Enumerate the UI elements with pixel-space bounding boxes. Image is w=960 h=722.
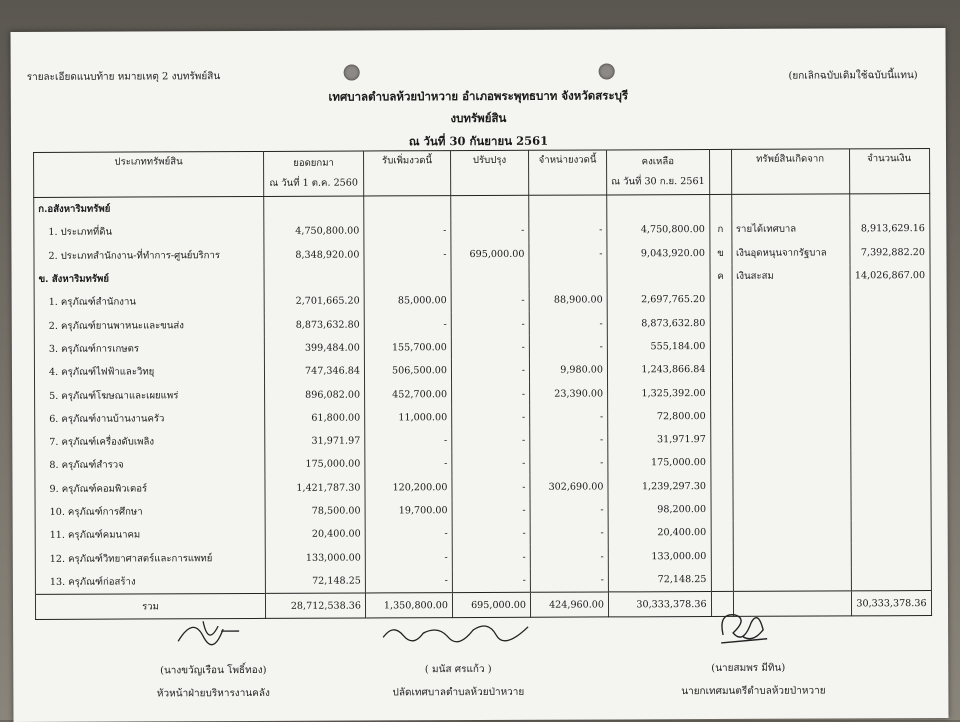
row-code bbox=[710, 381, 732, 404]
row-adjust bbox=[451, 195, 529, 219]
row-opening: 4,750,800.00 bbox=[264, 220, 364, 244]
row-label: 4. ครุภัณฑ์ไฟฟ้าและวิทยุ bbox=[34, 360, 264, 384]
signature-3-name: (นายสมพร มีทิน) bbox=[711, 662, 786, 674]
col-header-adjust: ปรับปรุง bbox=[451, 150, 529, 195]
row-disposed: - bbox=[529, 219, 607, 243]
row-added: 506,500.00 bbox=[364, 359, 451, 383]
row-label: 8. ครุภัณฑ์สำรวจ bbox=[35, 453, 265, 477]
row-label: 13. ครุภัณฑ์ก่อสร้าง bbox=[35, 570, 265, 595]
row-label: 5. ครุภัณฑ์โฆษณาและเผยแพร่ bbox=[35, 383, 265, 407]
row-source bbox=[733, 544, 851, 568]
row-added bbox=[364, 266, 451, 290]
row-added: 452,700.00 bbox=[365, 382, 452, 406]
row-adjust bbox=[451, 266, 529, 290]
signature-1-name: (นางขวัญเรือน โพธิ์ทอง) bbox=[160, 664, 267, 677]
col-header-added: รับเพิ่มงวดนี้ bbox=[364, 151, 451, 196]
row-closing: 1,239,297.30 bbox=[608, 475, 711, 499]
row-added: - bbox=[364, 313, 451, 337]
total-amount: 30,333,378.36 bbox=[851, 591, 931, 616]
row-added: - bbox=[365, 429, 452, 453]
row-amount bbox=[850, 404, 930, 428]
row-adjust: - bbox=[452, 569, 530, 593]
row-label: 2. ประเภทสำนักงาน-ที่ทำการ-ศูนย์บริการ bbox=[34, 244, 264, 268]
row-adjust: - bbox=[452, 545, 530, 569]
row-added: - bbox=[365, 569, 452, 593]
row-code bbox=[710, 358, 732, 381]
row-opening: 8,348,920.00 bbox=[264, 243, 364, 267]
row-label: ก.อสังหาริมทรัพย์ bbox=[34, 196, 264, 221]
row-disposed bbox=[529, 195, 607, 219]
row-label: 2. ครุภัณฑ์ยานพาหนะและขนส่ง bbox=[34, 313, 264, 337]
row-disposed: - bbox=[530, 568, 608, 592]
punch-hole bbox=[599, 63, 615, 79]
row-source bbox=[732, 357, 850, 381]
row-added: 19,700.00 bbox=[365, 499, 452, 523]
col-header-code bbox=[709, 149, 731, 194]
col-header-amount: จำนวนเงิน bbox=[849, 149, 929, 194]
row-adjust: - bbox=[452, 382, 530, 406]
row-label: 3. ครุภัณฑ์การเกษตร bbox=[34, 337, 264, 361]
row-amount bbox=[850, 357, 930, 381]
row-closing: 98,200.00 bbox=[608, 498, 711, 522]
row-added: - bbox=[364, 219, 451, 243]
row-amount: 7,392,882.20 bbox=[849, 241, 929, 265]
row-added: 155,700.00 bbox=[364, 336, 451, 360]
row-added: - bbox=[365, 546, 452, 570]
header-note-right: (ยกเลิกฉบับเดิมใช้ฉบับนี้แทน) bbox=[788, 70, 918, 82]
row-closing: 175,000.00 bbox=[608, 451, 711, 475]
row-disposed: - bbox=[530, 405, 608, 429]
row-adjust: 695,000.00 bbox=[451, 242, 529, 266]
row-label: 1. ประเภทที่ดิน bbox=[34, 220, 264, 244]
total-added: 1,350,800.00 bbox=[365, 593, 452, 618]
signature-3-position: นายกเทศมนตรีตำบลห้วยป่าหวาย bbox=[681, 685, 826, 698]
row-closing bbox=[607, 194, 710, 218]
punch-hole bbox=[344, 65, 360, 81]
col-header-closing-b: ณ วันที่ 30 ก.ย. 2561 bbox=[611, 176, 705, 188]
row-code bbox=[709, 194, 731, 218]
row-opening: 61,800.00 bbox=[265, 406, 365, 430]
row-source bbox=[732, 474, 850, 498]
row-opening: 1,421,787.30 bbox=[265, 476, 365, 500]
row-closing: 72,800.00 bbox=[608, 405, 711, 429]
row-closing: 20,400.00 bbox=[608, 521, 711, 545]
row-amount bbox=[850, 450, 930, 474]
row-amount bbox=[850, 380, 930, 404]
row-added: - bbox=[365, 522, 452, 546]
row-code bbox=[711, 568, 733, 592]
row-adjust: - bbox=[452, 452, 530, 476]
row-closing: 72,148.25 bbox=[608, 568, 711, 592]
row-opening: 78,500.00 bbox=[265, 499, 365, 523]
row-closing: 555,184.00 bbox=[607, 335, 710, 359]
row-amount bbox=[849, 194, 929, 218]
row-disposed: 23,390.00 bbox=[530, 382, 608, 406]
row-code: ก bbox=[709, 218, 731, 241]
col-header-disposed: จำหน่ายงวดนี้ bbox=[529, 150, 607, 195]
header-note-left: รายละเอียดแนบท้าย หมายเหตุ 2 งบทรัพย์สิน bbox=[26, 71, 221, 83]
row-code bbox=[710, 405, 732, 428]
total-disposed: 424,960.00 bbox=[530, 592, 608, 617]
row-source bbox=[733, 567, 851, 591]
row-source: เงินอุดหนุนจากรัฐบาล bbox=[731, 241, 849, 265]
total-adjust: 695,000.00 bbox=[452, 592, 530, 617]
row-code bbox=[710, 288, 732, 311]
row-added: - bbox=[364, 243, 451, 267]
document-page bbox=[10, 28, 948, 722]
row-amount: 8,913,629.16 bbox=[849, 217, 929, 241]
row-amount bbox=[850, 311, 930, 335]
row-label: 7. ครุภัณฑ์เครื่องดับเพลิง bbox=[35, 430, 265, 454]
row-opening bbox=[264, 266, 364, 290]
row-disposed: - bbox=[530, 522, 608, 546]
asset-table bbox=[33, 148, 932, 620]
row-closing bbox=[607, 265, 710, 289]
signature-2-scribble bbox=[378, 615, 538, 651]
row-source bbox=[732, 451, 850, 475]
row-opening: 747,346.84 bbox=[264, 360, 364, 384]
row-code bbox=[710, 428, 732, 451]
row-adjust: - bbox=[452, 475, 530, 499]
row-closing: 9,043,920.00 bbox=[607, 242, 710, 266]
total-opening: 28,712,538.36 bbox=[265, 593, 365, 618]
row-code: ค bbox=[710, 265, 732, 288]
row-label: ข. สังหาริมทรัพย์ bbox=[34, 267, 264, 291]
row-source bbox=[732, 404, 850, 428]
table-header-row bbox=[34, 149, 930, 198]
row-label: 9. ครุภัณฑ์คอมพิวเตอร์ bbox=[35, 476, 265, 500]
row-source bbox=[732, 288, 850, 312]
row-source: รายได้เทศบาล bbox=[731, 218, 849, 242]
org-title: เทศบาลตำบลห้วยป่าหวาย อำเภอพระพุทธบาท จังหวัดสระบุรี bbox=[328, 88, 629, 104]
row-amount bbox=[850, 287, 930, 311]
row-label: 10. ครุภัณฑ์การศึกษา bbox=[35, 500, 265, 524]
row-source bbox=[731, 194, 849, 218]
col-header-opening-b: ณ วันที่ 1 ต.ค. 2560 bbox=[269, 177, 358, 189]
row-closing: 1,243,866.84 bbox=[607, 358, 710, 382]
row-label: 12. ครุภัณฑ์วิทยาศาสตร์และการแพทย์ bbox=[35, 546, 265, 570]
row-source bbox=[732, 311, 850, 335]
col-header-type: ประเภททรัพย์สิน bbox=[34, 151, 264, 197]
row-amount bbox=[851, 520, 931, 544]
row-closing: 1,325,392.00 bbox=[608, 381, 711, 405]
row-amount bbox=[851, 543, 931, 567]
row-opening: 72,148.25 bbox=[265, 569, 365, 593]
row-amount bbox=[851, 567, 931, 591]
row-code bbox=[711, 521, 733, 544]
row-code bbox=[711, 498, 733, 521]
row-code bbox=[710, 451, 732, 474]
row-adjust: - bbox=[452, 405, 530, 429]
row-disposed: - bbox=[529, 242, 607, 266]
signature-1-position: หัวหน้าฝ่ายบริหารงานคลัง bbox=[156, 687, 270, 700]
row-code bbox=[710, 335, 732, 358]
row-disposed: 302,690.00 bbox=[530, 475, 608, 499]
row-label: 11. ครุภัณฑ์คมนาคม bbox=[35, 523, 265, 547]
row-opening: 175,000.00 bbox=[265, 453, 365, 477]
row-opening: 8,873,632.80 bbox=[264, 313, 364, 337]
total-label: รวม bbox=[35, 593, 265, 619]
row-opening bbox=[264, 196, 364, 220]
row-disposed: - bbox=[530, 428, 608, 452]
row-closing: 133,000.00 bbox=[608, 544, 711, 568]
signature-3-scribble bbox=[713, 605, 773, 653]
row-added: - bbox=[365, 452, 452, 476]
row-added: 11,000.00 bbox=[365, 406, 452, 430]
row-added: 120,200.00 bbox=[365, 476, 452, 500]
row-disposed: - bbox=[529, 312, 607, 336]
row-adjust: - bbox=[452, 499, 530, 523]
col-header-opening-a: ยอดยกมา bbox=[293, 157, 334, 169]
row-added: 85,000.00 bbox=[364, 289, 451, 313]
signature-1-scribble bbox=[173, 611, 243, 651]
row-code bbox=[711, 544, 733, 567]
signature-2-position: ปลัดเทศบาลตำบลห้วยป่าหวาย bbox=[392, 686, 525, 699]
row-closing: 31,971.97 bbox=[608, 428, 711, 452]
row-opening: 2,701,665.20 bbox=[264, 290, 364, 314]
row-amount bbox=[850, 334, 930, 358]
row-code: ข bbox=[709, 241, 731, 264]
row-source bbox=[732, 334, 850, 358]
row-adjust: - bbox=[451, 336, 529, 360]
row-adjust: - bbox=[451, 289, 529, 313]
row-amount bbox=[851, 497, 931, 521]
row-adjust: - bbox=[451, 219, 529, 243]
row-label: 1. ครุภัณฑ์สำนักงาน bbox=[34, 290, 264, 314]
row-code bbox=[710, 474, 732, 497]
report-title: งบทรัพย์สิน bbox=[450, 110, 507, 126]
row-source bbox=[732, 381, 850, 405]
row-added bbox=[364, 196, 451, 220]
report-date: ณ วันที่ 30 กันยายน 2561 bbox=[408, 133, 549, 149]
row-opening: 896,082.00 bbox=[265, 383, 365, 407]
row-disposed: - bbox=[530, 452, 608, 476]
total-closing: 30,333,378.36 bbox=[608, 592, 711, 617]
row-closing: 8,873,632.80 bbox=[607, 311, 710, 335]
col-header-closing bbox=[607, 149, 710, 194]
row-disposed: - bbox=[530, 545, 608, 569]
row-disposed bbox=[529, 265, 607, 289]
row-amount bbox=[850, 427, 930, 451]
row-adjust: - bbox=[451, 359, 529, 383]
row-closing: 4,750,800.00 bbox=[607, 218, 710, 242]
row-amount: 14,026,867.00 bbox=[850, 264, 930, 288]
row-closing: 2,697,765.20 bbox=[607, 288, 710, 312]
row-adjust: - bbox=[452, 429, 530, 453]
row-amount bbox=[850, 474, 930, 498]
col-header-opening bbox=[264, 151, 364, 196]
col-header-source: ทรัพย์สินเกิดจาก bbox=[731, 149, 849, 195]
row-disposed: - bbox=[530, 498, 608, 522]
row-adjust: - bbox=[452, 522, 530, 546]
row-code bbox=[710, 311, 732, 334]
row-opening: 20,400.00 bbox=[265, 523, 365, 547]
row-disposed: 9,980.00 bbox=[529, 359, 607, 383]
row-source bbox=[733, 521, 851, 545]
row-source bbox=[733, 497, 851, 521]
row-source bbox=[732, 427, 850, 451]
col-header-closing-a: คงเหลือ bbox=[641, 156, 675, 168]
row-opening: 31,971.97 bbox=[265, 429, 365, 453]
row-disposed: 88,900.00 bbox=[529, 289, 607, 313]
row-disposed: - bbox=[529, 335, 607, 359]
row-label: 6. ครุภัณฑ์งานบ้านงานครัว bbox=[35, 407, 265, 431]
row-adjust: - bbox=[451, 312, 529, 336]
row-opening: 133,000.00 bbox=[265, 546, 365, 570]
signature-2-name: ( มนัส ศรแก้ว ) bbox=[424, 663, 492, 676]
row-source: เงินสะสม bbox=[732, 264, 850, 288]
row-opening: 399,484.00 bbox=[264, 336, 364, 360]
